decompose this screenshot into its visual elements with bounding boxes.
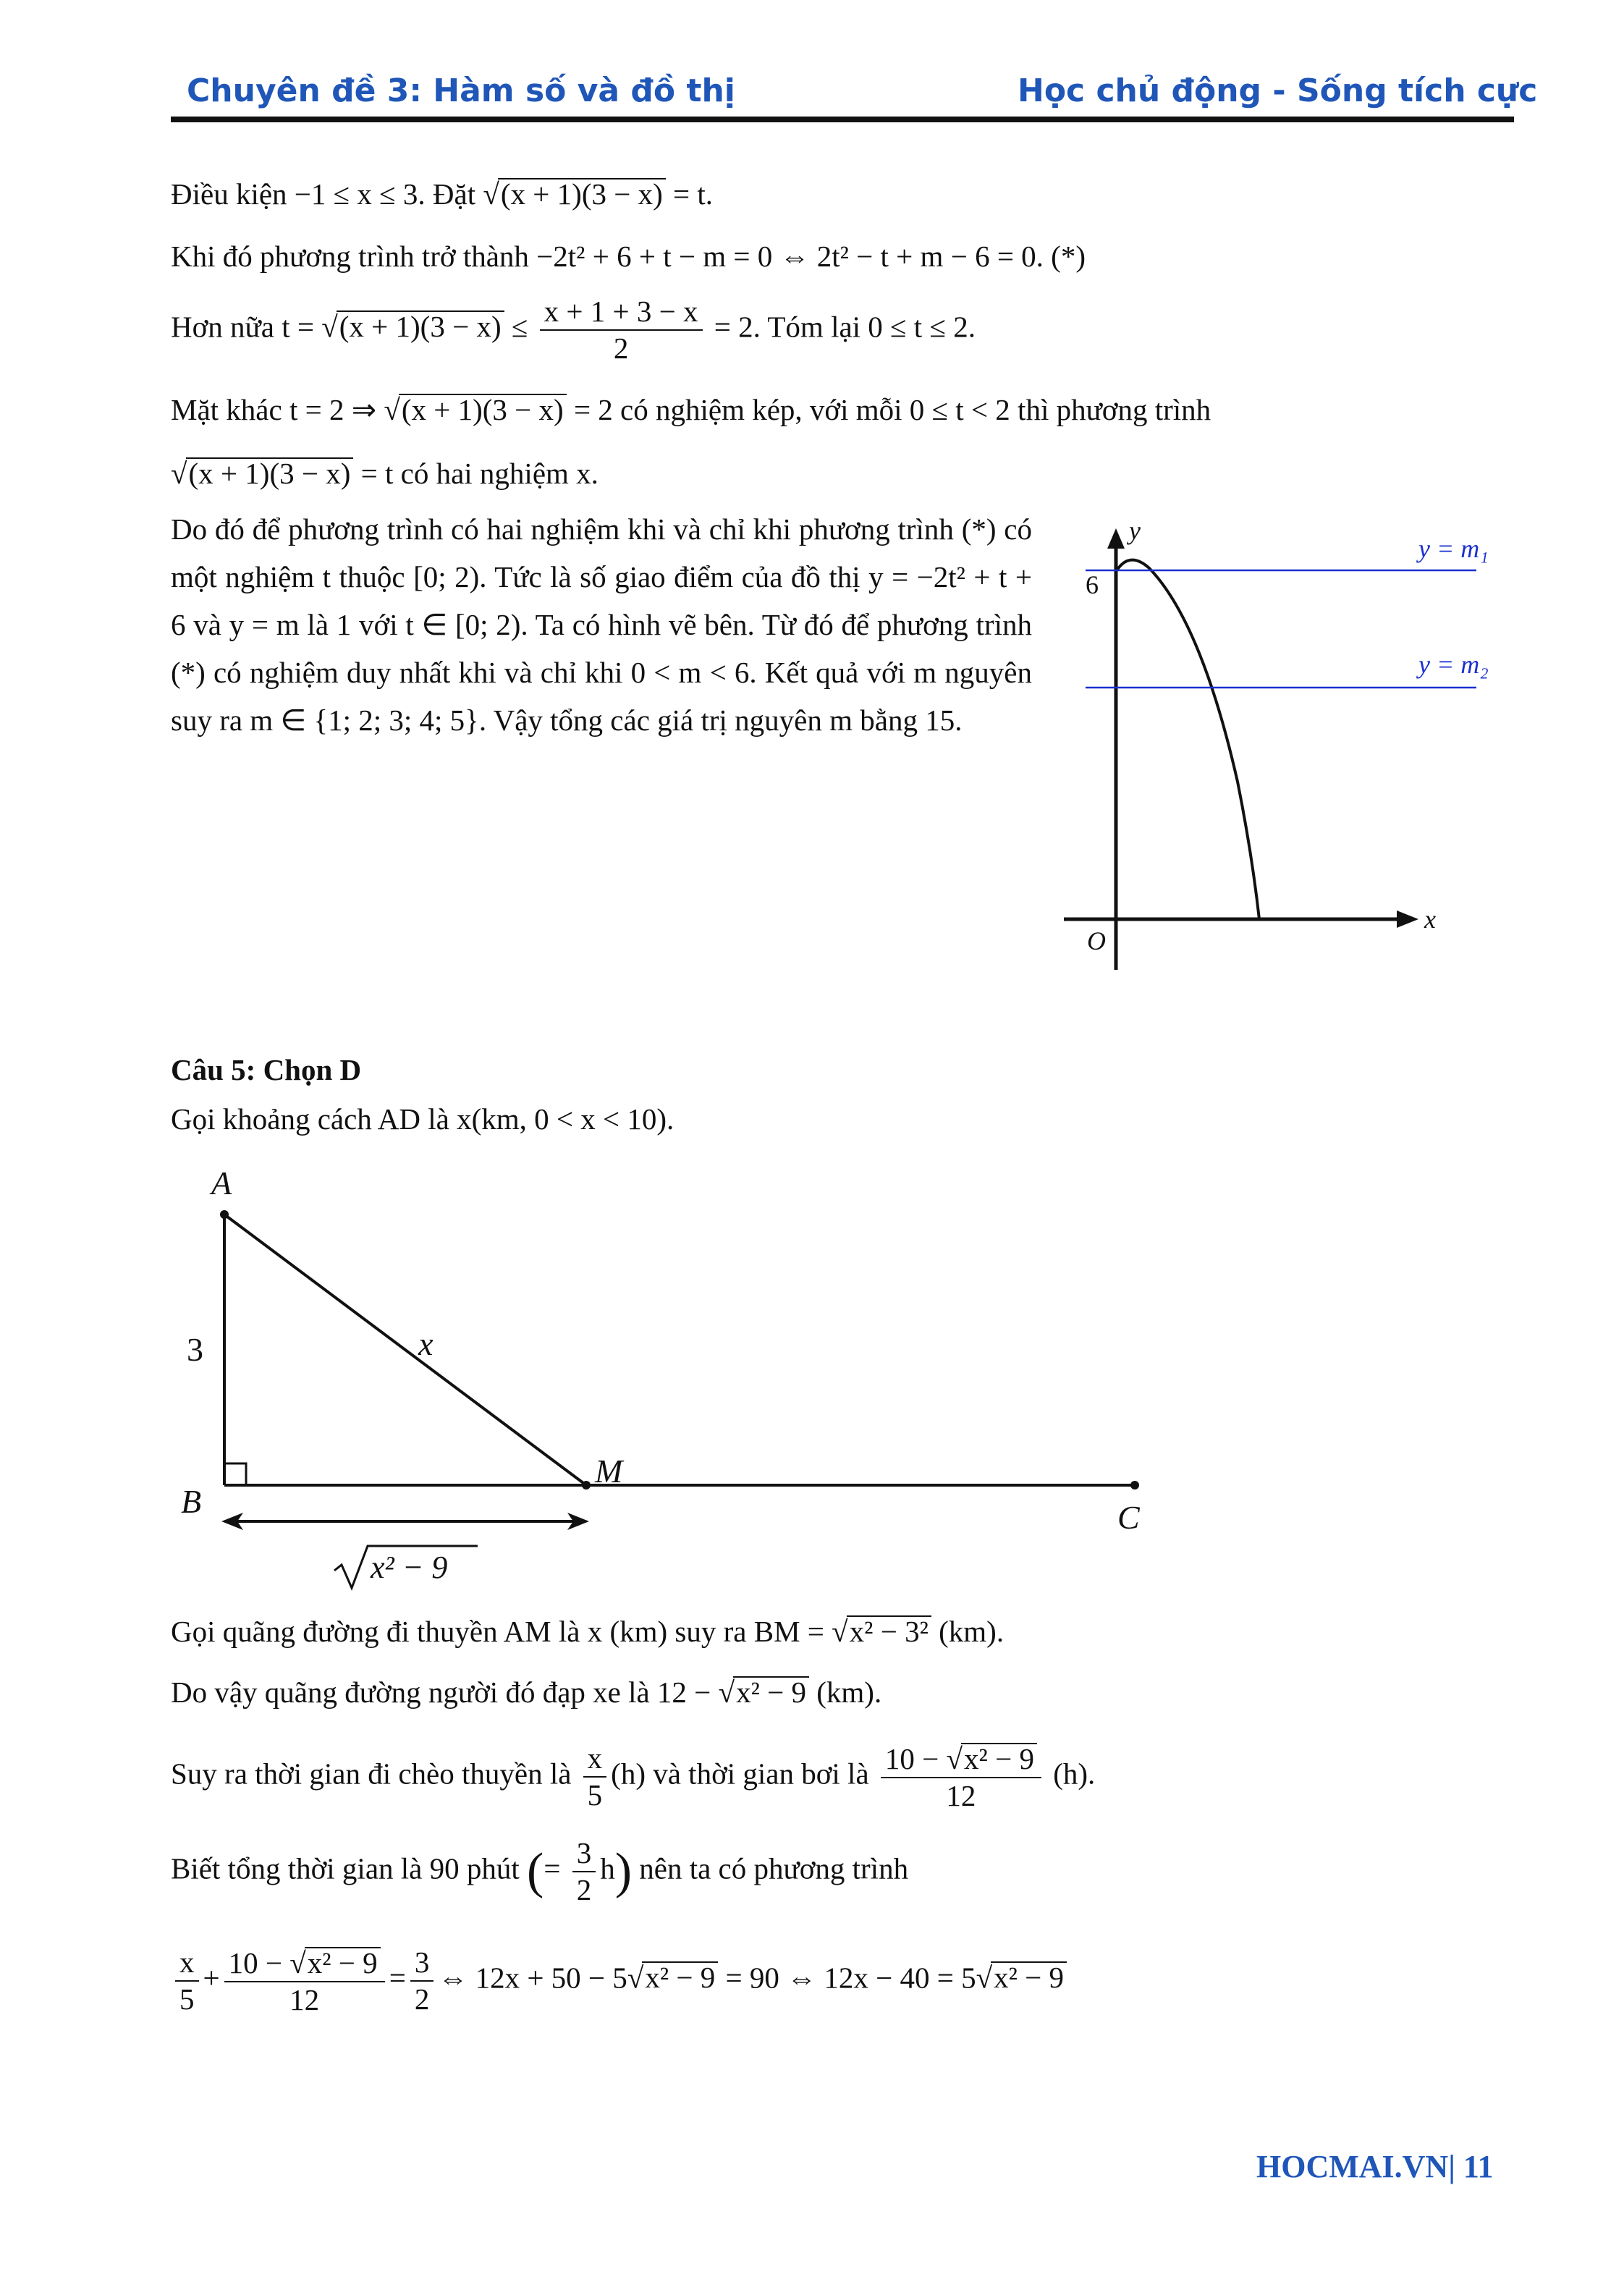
conclusion-paragraph: Do đó để phương trình có hai nghiệm khi và chỉ khi phương trình (*) có một nghiệm t thuộc [0; 2). Tức là số giao điểm của đồ thị y = −2t² + t + 6 và y = m là 1 với t ∈ [0; 2). Ta có hình vẽ bên. Từ đó để phương trình (*) có nghiệm duy nhất khi và chỉ khi 0 < m < 6. Kết quả với m nguyên suy ra m ∈ {1; 2; 3; 4; 5}. Vậy tổng các giá trị nguyên m bằng 15. <box>171 512 1032 737</box>
right-angle-mark <box>224 1463 246 1485</box>
parabola-graph <box>1042 507 1534 970</box>
point-M <box>582 1481 591 1490</box>
y-axis-arrow <box>1107 528 1125 549</box>
time-line: Suy ra thời gian đi chèo thuyền là $\frac{x}{5}$ (h) và thời gian bơi là $\frac{\text{10 − √x² − 9}}{12}$ (h). <box>171 1741 1096 1812</box>
question-5-intro: Gọi khoảng cách AD là x(km, 0 < x < 10). <box>171 1102 674 1136</box>
footer-page-label: HOCMAI.VN| 11 <box>1256 2149 1494 2184</box>
double-root-line: Mặt khác t = 2 ⇒ √(x + 1)(3 − x) = 2 có nghiệm kép, với mỗi 0 ≤ t < 2 thì phương trình <box>171 393 1211 426</box>
final-equation-line: $\frac{x}{5}$ + $\frac{\text{10 − √x² − 9}}{12}$ = $\frac{3}{2}$ ⇔ 12x + 50 − 5√x² − 9 = 90 ⇔ 12x − 40 = 5√x² − 9 <box>171 1947 1067 2015</box>
label-C: C <box>1117 1499 1140 1536</box>
parabola-curve <box>1116 560 1259 919</box>
x-axis-arrow <box>1397 910 1418 928</box>
label-3: 3 <box>187 1331 203 1368</box>
segment-AM <box>224 1214 586 1485</box>
point-C <box>1130 1481 1139 1490</box>
y-axis-label: y <box>1129 516 1141 545</box>
triangle-figure <box>174 1158 1187 1592</box>
two-roots-line: √(x + 1)(3 − x) = t có hai nghiệm x. <box>171 457 599 490</box>
origin-label: O <box>1087 926 1106 955</box>
total-time-line: Biết tổng thời gian là 90 phút (= $\frac{3}{2}$ h) nên ta có phương trình <box>171 1836 909 1906</box>
header-chapter-title: Chuyên đề 3: Hàm số và đồ thị <box>187 72 735 109</box>
bike-distance-line: Do vậy quãng đường người đó đạp xe là 12 − √x² − 9 (km). <box>171 1676 882 1709</box>
label-M: M <box>595 1453 623 1490</box>
question-5-title: Câu 5: Chọn D <box>171 1053 362 1086</box>
tick-6-label: 6 <box>1086 570 1099 599</box>
header-slogan: Học chủ động - Sống tích cực <box>1018 72 1538 109</box>
point-A <box>220 1210 229 1219</box>
label-x: x <box>418 1325 434 1362</box>
m1-label: y = m₁ <box>1418 534 1489 563</box>
transformed-equation-line: Khi đó phương trình trở thành −2t² + 6 + t − m = 0 ⇔ 2t² − t + m − 6 = 0. (*) <box>171 240 1086 273</box>
bound-line: Hơn nữa t = √(x + 1)(3 − x) ≤ $\frac{x + 1 + 3 - x}{2}$ = 2. Tóm lại 0 ≤ t ≤ 2. <box>171 295 976 365</box>
x-axis-label: x <box>1424 905 1436 934</box>
label-A: A <box>211 1165 232 1201</box>
label-bm: x² − 9 <box>371 1550 448 1585</box>
m2-label: y = m₂ <box>1418 650 1489 679</box>
bm-distance-line: Gọi quãng đường đi thuyền AM là x (km) suy ra BM = √x² − 3² (km). <box>171 1615 1005 1648</box>
header-divider <box>171 117 1514 122</box>
condition-line: Điều kiện −1 ≤ x ≤ 3. Đặt √(x + 1)(3 − x) = t. <box>171 177 714 211</box>
label-B: B <box>181 1483 202 1520</box>
